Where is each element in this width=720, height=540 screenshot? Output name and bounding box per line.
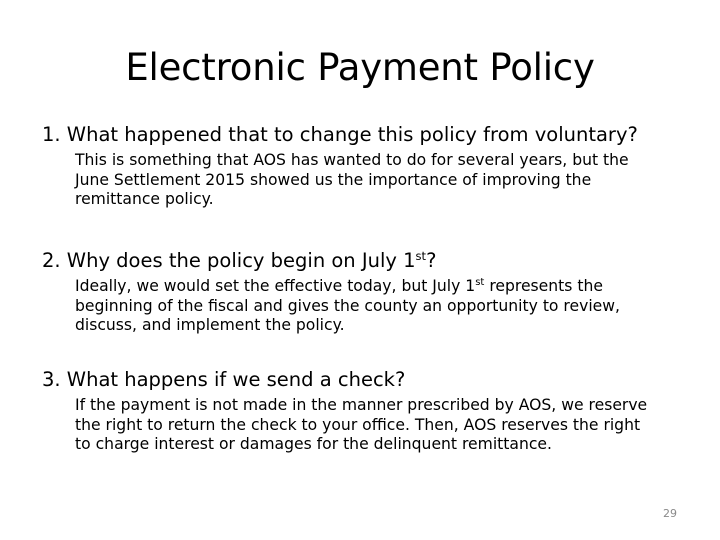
answer-1-line-3: remittance policy. [75,190,214,208]
question-1: 1. What happened that to change this policy from voluntary? [42,123,638,146]
question-2-superscript: st [415,249,427,263]
answer-3-line-2: the right to return the check to your office. Then, AOS reserves the right [75,415,641,434]
answer-2-line-1 [75,277,697,297]
slide-title: Electronic Payment Policy [125,46,595,89]
faq-item-1 [42,122,702,210]
faq-item-3 [42,367,702,455]
page-number: 29 [663,507,677,520]
answer-2-line-1-end: represents the [484,277,603,295]
question-2-text: 2. Why does the policy begin on July 1 [42,249,416,272]
question-2 [42,248,702,274]
answer-2-line-1-text: Ideally, we would set the effective today, but July 1 [75,277,476,295]
answer-3-line-3: to charge interest or damages for the delinquent remittance. [75,435,552,453]
faq-item-2 [42,248,702,336]
answer-1-line-1: This is something that AOS has wanted to do for several years, but the [75,151,629,169]
answer-3 [75,396,697,455]
answer-2-line-2: beginning of the fiscal and gives the county an opportunity to review, [75,296,620,315]
answer-2-line-3: discuss, and implement the policy. [75,316,345,334]
answer-3-line-1: If the payment is not made in the manner prescribed by AOS, we reserve [75,396,648,414]
question-3: 3. What happens if we send a check? [42,368,406,391]
question-2-end: ? [426,249,437,272]
answer-2-superscript: st [475,277,485,288]
answer-1-line-2: June Settlement 2015 showed us the importance of improving the [75,170,592,189]
answer-1 [75,151,697,210]
answer-2 [75,277,697,336]
